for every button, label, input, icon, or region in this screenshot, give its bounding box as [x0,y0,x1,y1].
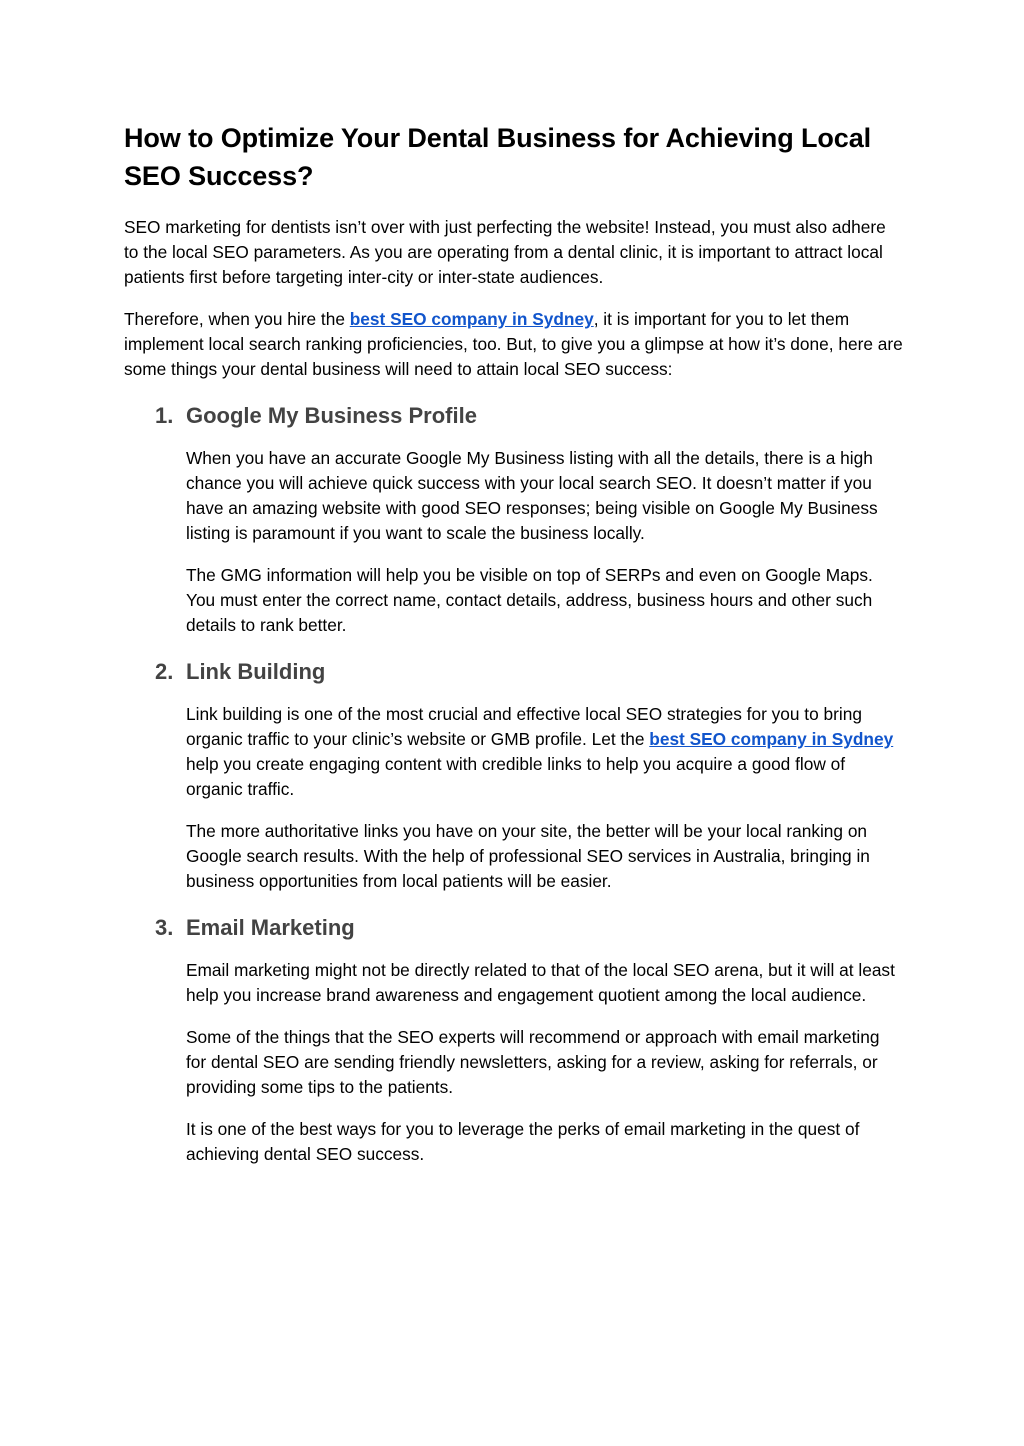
section-paragraph-text-before: Link building is one of the most crucial and effective local SEO strategies for you to bring organic traffic to your clinic’s website or GMB profile. Let the [186,704,862,749]
section-paragraph [186,702,904,802]
section-paragraph: Email marketing might not be directly related to that of the local SEO arena, but it will at least help you increase brand awareness and engagement quotient among the local audience. [186,960,895,1005]
section-heading [124,657,904,687]
section-number: 1. [155,403,174,428]
section-body [124,702,904,894]
section-heading-text: Link Building [186,659,326,684]
section-email-marketing [124,913,904,1167]
section-heading-text: Email Marketing [186,915,355,940]
section-heading-text: Google My Business Profile [186,403,477,428]
section-number: 3. [155,915,174,940]
section-paragraph: It is one of the best ways for you to leverage the perks of email marketing in the quest of achieving dental SEO success. [186,1119,860,1164]
best-seo-company-link[interactable]: best SEO company in Sydney [349,309,594,329]
section-number: 2. [155,659,174,684]
section-body [124,958,904,1167]
section-paragraph: The GMG information will help you be visible on top of SERPs and even on Google Maps. You must enter the correct name, contact details, address, business hours and other such details to rank better. [186,565,873,635]
section-heading [124,401,904,431]
document-title: How to Optimize Your Dental Business for Achieving Local SEO Success? [124,123,872,191]
section-paragraph: When you have an accurate Google My Business listing with all the details, there is a high chance you will achieve quick success with your local search SEO. It doesn’t matter if you have an amazing website with good SEO responses; being visible on Google My Business listing is paramount if you want to scale the business locally. [186,448,878,543]
intro-paragraph-2 [124,307,904,382]
section-paragraph: Some of the things that the SEO experts will recommend or approach with email marketing for dental SEO are sending friendly newsletters, asking for a review, asking for referrals, or providing some tips to the patients. [186,1027,880,1097]
section-google-my-business [124,401,904,638]
best-seo-company-link[interactable]: best SEO company in Sydney [649,729,894,749]
intro-paragraph-2-text-before: Therefore, when you hire the [124,309,350,329]
intro-paragraph-2-text-after: , it is important for you to let them implement local search ranking proficiencies, too. But, to give you a glimpse at how it’s done, here are some things your dental business will need to attain local SEO success: [124,309,903,379]
section-paragraph-text-after: help you create engaging content with credible links to help you acquire a good flow of organic traffic. [186,754,846,799]
intro-paragraph-1: SEO marketing for dentists isn’t over with just perfecting the website! Instead, you must also adhere to the local SEO parameters. As you are operating from a dental clinic, it is important to attract local patients first before targeting inter-city or inter-state audiences. [124,217,886,287]
section-body [124,446,904,638]
section-link-building [124,657,904,894]
section-heading [124,913,904,943]
section-paragraph: The more authoritative links you have on your site, the better will be your local ranking on Google search results. With the help of professional SEO services in Australia, bringing in business opportunities from local patients will be easier. [186,821,870,891]
